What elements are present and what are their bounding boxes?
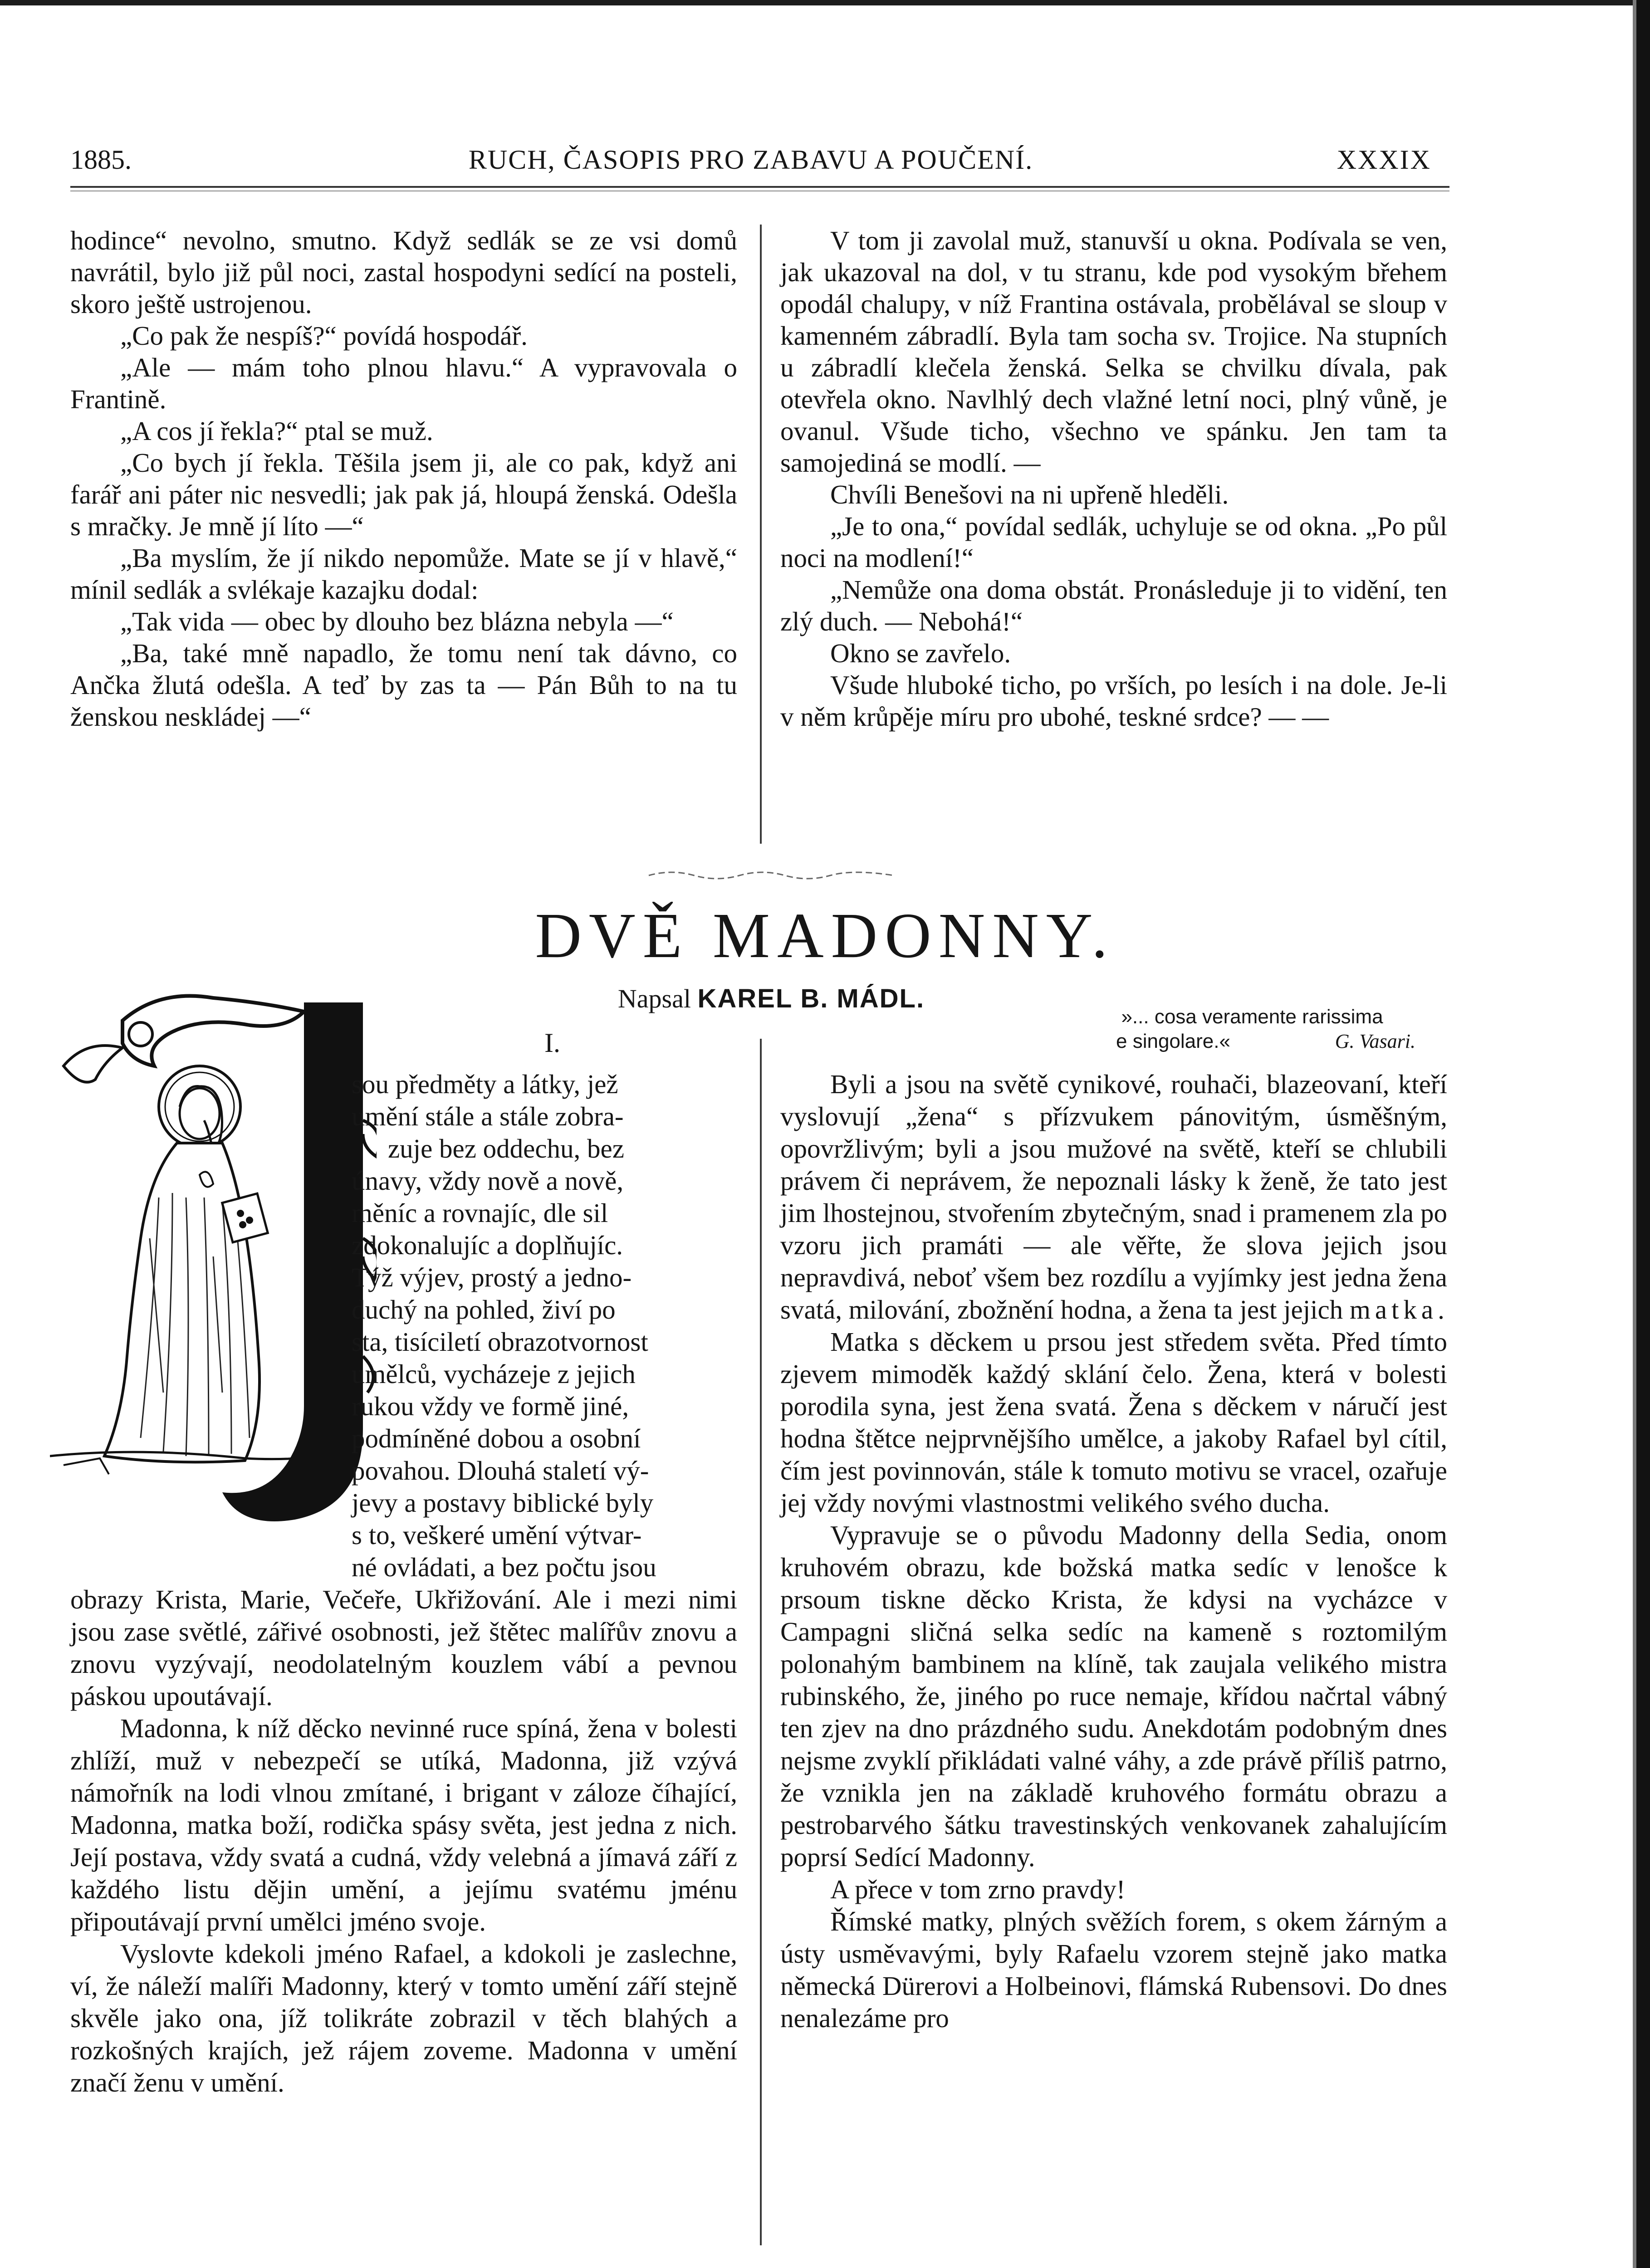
section-ornament [644,867,898,881]
text-line: měníc a rovnajíc, dle sil [352,1198,608,1228]
epigraph-line: »... cosa veramente rarissima [1121,1006,1383,1028]
text-line: s to, veškeré umění výtvar- [352,1520,642,1550]
scan-edge-right-shadow [1633,0,1636,2268]
column-divider [760,1039,762,2245]
text-line: sou předměty a látky, jež [352,1069,618,1099]
article-title: DVĚ MADONNY. [535,899,1115,971]
text-line: zdokonalujíc a doplňujíc. [352,1230,623,1260]
text-run: Byli a jsou na světě cynikové, rouhači, blazeovaní, kteří vyslovují „žena“ s přízvukem pánovitým, úsměšným, opovržlivým; byli a jsou mužové na světě, kteří se chlubili právem či neprávem, že nepoznali lásky k ženě, že tato jest jim lhostejnou, stvořením zbytečným, snad i pramenem zla po vzoru jich pramáti — ale věřte, že slova jejich jsou nepravdivá, neboť všem bez rozdílu a vyjímky jest jedna žena svatá, milování, zbožnění hodna, a žena ta jest jejich [780,1069,1447,1325]
paragraph: hodince“ nevolno, smutno. Když sedlák se ze vsi domů navrátil, bylo již půl noci, zastal hospodyni sedící na posteli, skoro ještě ustrojenou. [70,225,737,319]
text-line: duchý na pohled, živí po [352,1295,616,1325]
text-line: podmíněné dobou a osobní [352,1423,641,1453]
section-number: I. [544,1028,560,1058]
paragraph: „Ba, také mně napadlo, že tomu není tak dávno, co Ančka žlutá odešla. A teď by zas ta — Pán Bůh to na tu ženskou neskládej —“ [70,638,737,732]
author-name: KAREL B. MÁDL. [697,984,925,1013]
text-line: rukou vždy ve formě jiné, [352,1391,629,1421]
article-left-column [70,1068,737,2099]
paragraph: „Tak vida — obec by dlouho bez blázna nebyla —“ [120,606,674,636]
byline [522,983,1021,1014]
paragraph: „Co bych jí řekla. Těšila jsem ji, ale co pak, když ani farář ani páter nic nesvedli; jak pak já, hloupá ženská. Odešla s mračky. Je mně jí líto —“ [70,448,737,541]
paragraph: „Co pak že nespíš?“ povídá hospodář. [120,321,528,351]
prev-story-right-column [780,225,1447,733]
text-line: Týž výjev, prostý a jedno- [352,1262,632,1292]
paragraph: obrazy Krista, Marie, Večeře, Ukřižování. Ale i mezi nimi jsou zase světlé, zářivé osobnosti, jež štětec malířův znovu a znovu vyzývají, neodolatelným kouzlem vábí a pevnou páskou upoutávají. [70,1584,737,1711]
paragraph [780,1068,1447,1326]
text-line: sta, tisíciletí obrazotvornost [352,1327,648,1357]
epigraph-author: G. Vasari. [1335,1030,1415,1052]
paragraph: „Nemůže ona doma obstát. Pronásleduje ji to vidění, ten zlý duch. — Nebohá!“ [780,575,1447,636]
byline-prefix: Napsal [617,984,691,1013]
paragraph: Vyslovte kdekoli jméno Rafael, a kdokoli je zaslechne, ví, že náleží malíři Madonny, který v tomto umění září stejně skvěle jako ona, jíž tolikráte zobrazil v těch blahých a rozkošných krajích, jež rájem zoveme. Madonna v umění značí ženu v umění. [70,1939,737,2097]
text-line: povahou. Dlouhá staletí vý- [352,1456,649,1486]
paragraph: Římské matky, plných svěžích forem, s okem žárným a ústy usměvavými, byly Rafaelu vzorem stejně jako matka německá Dürerovi a Holbeinovi, flámská Rubensovi. Do dnes nenalezáme pro [780,1906,1447,2033]
text-line: zuje bez oddechu, bez [388,1134,624,1163]
text-line: jevy a postavy biblické byly [352,1488,654,1518]
paragraph: „Ba myslím, že jí nikdo nepomůže. Mate se jí v hlavě,“ mínil sedlák a svlékaje kazajku dodal: [70,543,737,605]
paragraph: Všude hluboké ticho, po vrších, po lesích i na dole. Je-li v něm krůpěje míru pro ubohé, teskné srdce? — — [780,670,1447,732]
page-number: XXXIX [1337,145,1431,175]
paragraph: „Je to ona,“ povídal sedlák, uchyluje se od okna. „Po půl noci na modlení!“ [780,511,1447,573]
running-head-year: 1885. [70,145,132,175]
paragraph: „Ale — mám toho plnou hlavu.“ A vypravovala o Frantině. [70,352,737,414]
scan-edge-right [1636,0,1650,2268]
epigraph-line: e singolare.« [1116,1030,1230,1052]
running-head-title: RUCH, ČASOPIS PRO ZABAVU A POUČENÍ. [468,145,1033,175]
paragraph: „A cos jí řekla?“ ptal se muž. [120,416,433,446]
epigraph [1089,1005,1415,1054]
paragraph: Madonna, k níž děcko nevinné ruce spíná, žena v bolesti zhlíží, muž v nebezpečí se utíká, Madonna, již vzývá námořník na lodi vlnou zmítané, i brigant v záloze číhající, Madonna, matka boží, rodička spásy světa, jest jedna z nich. Její postava, vždy svatá a cudná, vždy velebná a jímavá září z každého listu dějin umění, a jejímu svatému jménu připoutávají první umělci jméno svoje. [70,1713,737,1936]
text-line: umělců, vycházeje z jejich [352,1359,636,1389]
prev-story-left-column [70,225,737,733]
scan-edge-top [0,0,1650,5]
header-rule [70,186,1449,188]
text-line: únavy, vždy nově a nově, [352,1166,624,1196]
paragraph: Chvíli Benešovi na ni upřeně hleděli. [830,479,1229,509]
running-head [70,144,1431,185]
paragraph: A přece v tom zrno pravdy! [830,1874,1126,1904]
text-run: . [1438,1295,1444,1325]
text-line: umění stále a stále zobra- [352,1101,624,1131]
article-right-column [780,1068,1447,2034]
paragraph: Matka s děckem u prsou jest středem světa. Před tímto zjevem mimoděk každý sklání čelo. Žena, která v bolesti porodila syna, jest žena svatá. Žena s děckem v náručí jest hodna štětce nejprvnějšího umělce, a jakoby Rafael byl cítil, čím jest povinnován, stále k tomuto motivu se vracel, ozařuje jej vždy novými vlastnostmi velikého svého ducha. [780,1327,1447,1518]
paragraph: V tom ji zavolal muž, stanuvší u okna. Podívala se ven, jak ukazoval na dol, v tu stranu, kde pod vysokým břehem opodál chalupy, v níž Frantina ostávala, probělával se sloup v kamenném zábradlí. Byla tam socha sv. Trojice. Na stupních u zábradlí klečela ženská. Selka se chvilku dívala, pak otevřela okno. Navlhlý dech vlažné letní noci, plný vůně, je ovanul. Všude ticho, všechno ve spánku. Jen tam ta samojediná se modlí. — [780,225,1447,478]
paragraph: Vypravuje se o původu Madonny della Sedia, onom kruhovém obrazu, kde božská matka sedíc v lenošce k prsoum tiskne děcko Krista, že kdysi na vycházce v Campagni sličná selka sedíc na kameně s roztomilým polonahým bambinem na klíně, tak zaujala velikého mistra rubinského, že, jiného po ruce nemaje, křídou načrtal vábný ten zjev na dno prázdného sudu. Anekdotám podobným dnes nejsme zvyklí přikládati valné váhy, a zde právě příliš patrno, že vznikla jen na základě kruhového formátu obrazu a pestrobarvého šátku travestinských venkovanek zahalujícím poprsí Sedící Madonny. [780,1520,1447,1872]
emphasized-word: matka [1349,1295,1438,1325]
column-divider [760,225,762,844]
paragraph: Okno se zavřelo. [830,638,1011,668]
text-line: né ovládati, a bez počtu jsou [352,1552,656,1582]
